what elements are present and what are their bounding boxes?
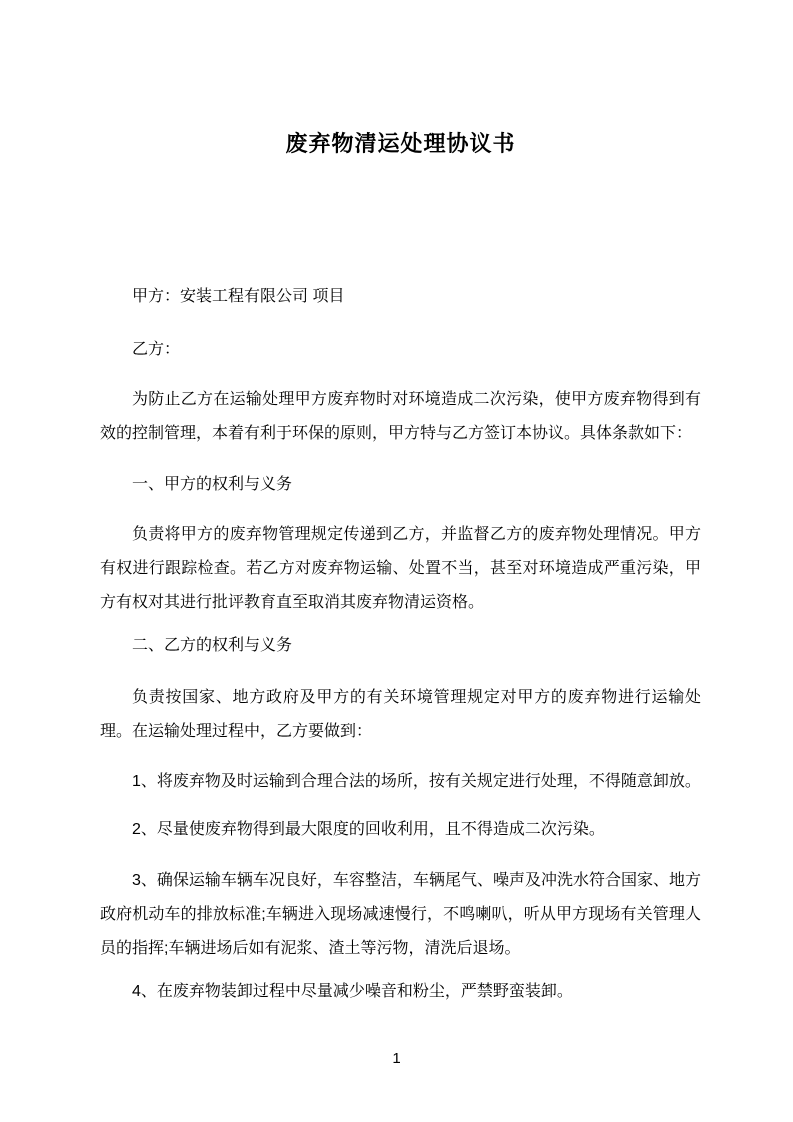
document-title: 废弃物清运处理协议书 xyxy=(285,131,516,156)
clause-2: 2、尽量使废弃物得到最大限度的回收利用，且不得造成二次污染。 xyxy=(132,821,605,838)
party-a-line: 甲方：安装工程有限公司 项目 xyxy=(132,288,345,305)
section-1-paragraph: 负责将甲方的废弃物管理规定传递到乙方，并监督乙方的废弃物处理情况。甲方有权进行跟踪检查。若乙方对废弃物运输、处置不当，甚至对环境造成严重污染，甲方有权对其进行批评教育直至取消其废弃物清运资格。 xyxy=(100,526,701,611)
section-2-paragraph: 负责按国家、地方政府及甲方的有关环境管理规定对甲方的废弃物进行运输处理。在运输处理过程中，乙方要做到： xyxy=(100,689,701,740)
party-b-line: 乙方： xyxy=(132,341,181,358)
page-number: 1 xyxy=(392,1050,401,1067)
clause-4: 4、在废弃物装卸过程中尽量减少噪音和粉尘，严禁野蛮装卸。 xyxy=(132,983,573,1000)
intro-paragraph: 为防止乙方在运输处理甲方废弃物时对环境造成二次污染，使甲方废弃物得到有效的控制管理，本着有利于环保的原则，甲方特与乙方签订本协议。具体条款如下： xyxy=(100,391,701,442)
document-body xyxy=(100,0,701,1009)
clause-1: 1、将废弃物及时运输到合理合法的场所，按有关规定进行处理，不得随意卸放。 xyxy=(132,773,701,790)
section-1-heading: 一、甲方的权利与义务 xyxy=(132,476,293,493)
clause-3: 3、确保运输车辆车况良好，车容整洁，车辆尾气、噪声及冲洗水符合国家、地方政府机动车的排放标准;车辆进入现场减速慢行，不鸣喇叭，听从甲方现场有关管理人员的指挥;车辆进场后如有泥浆、渣土等污物，清洗后退场。 xyxy=(100,872,701,957)
section-2-heading: 二、乙方的权利与义务 xyxy=(132,637,293,654)
